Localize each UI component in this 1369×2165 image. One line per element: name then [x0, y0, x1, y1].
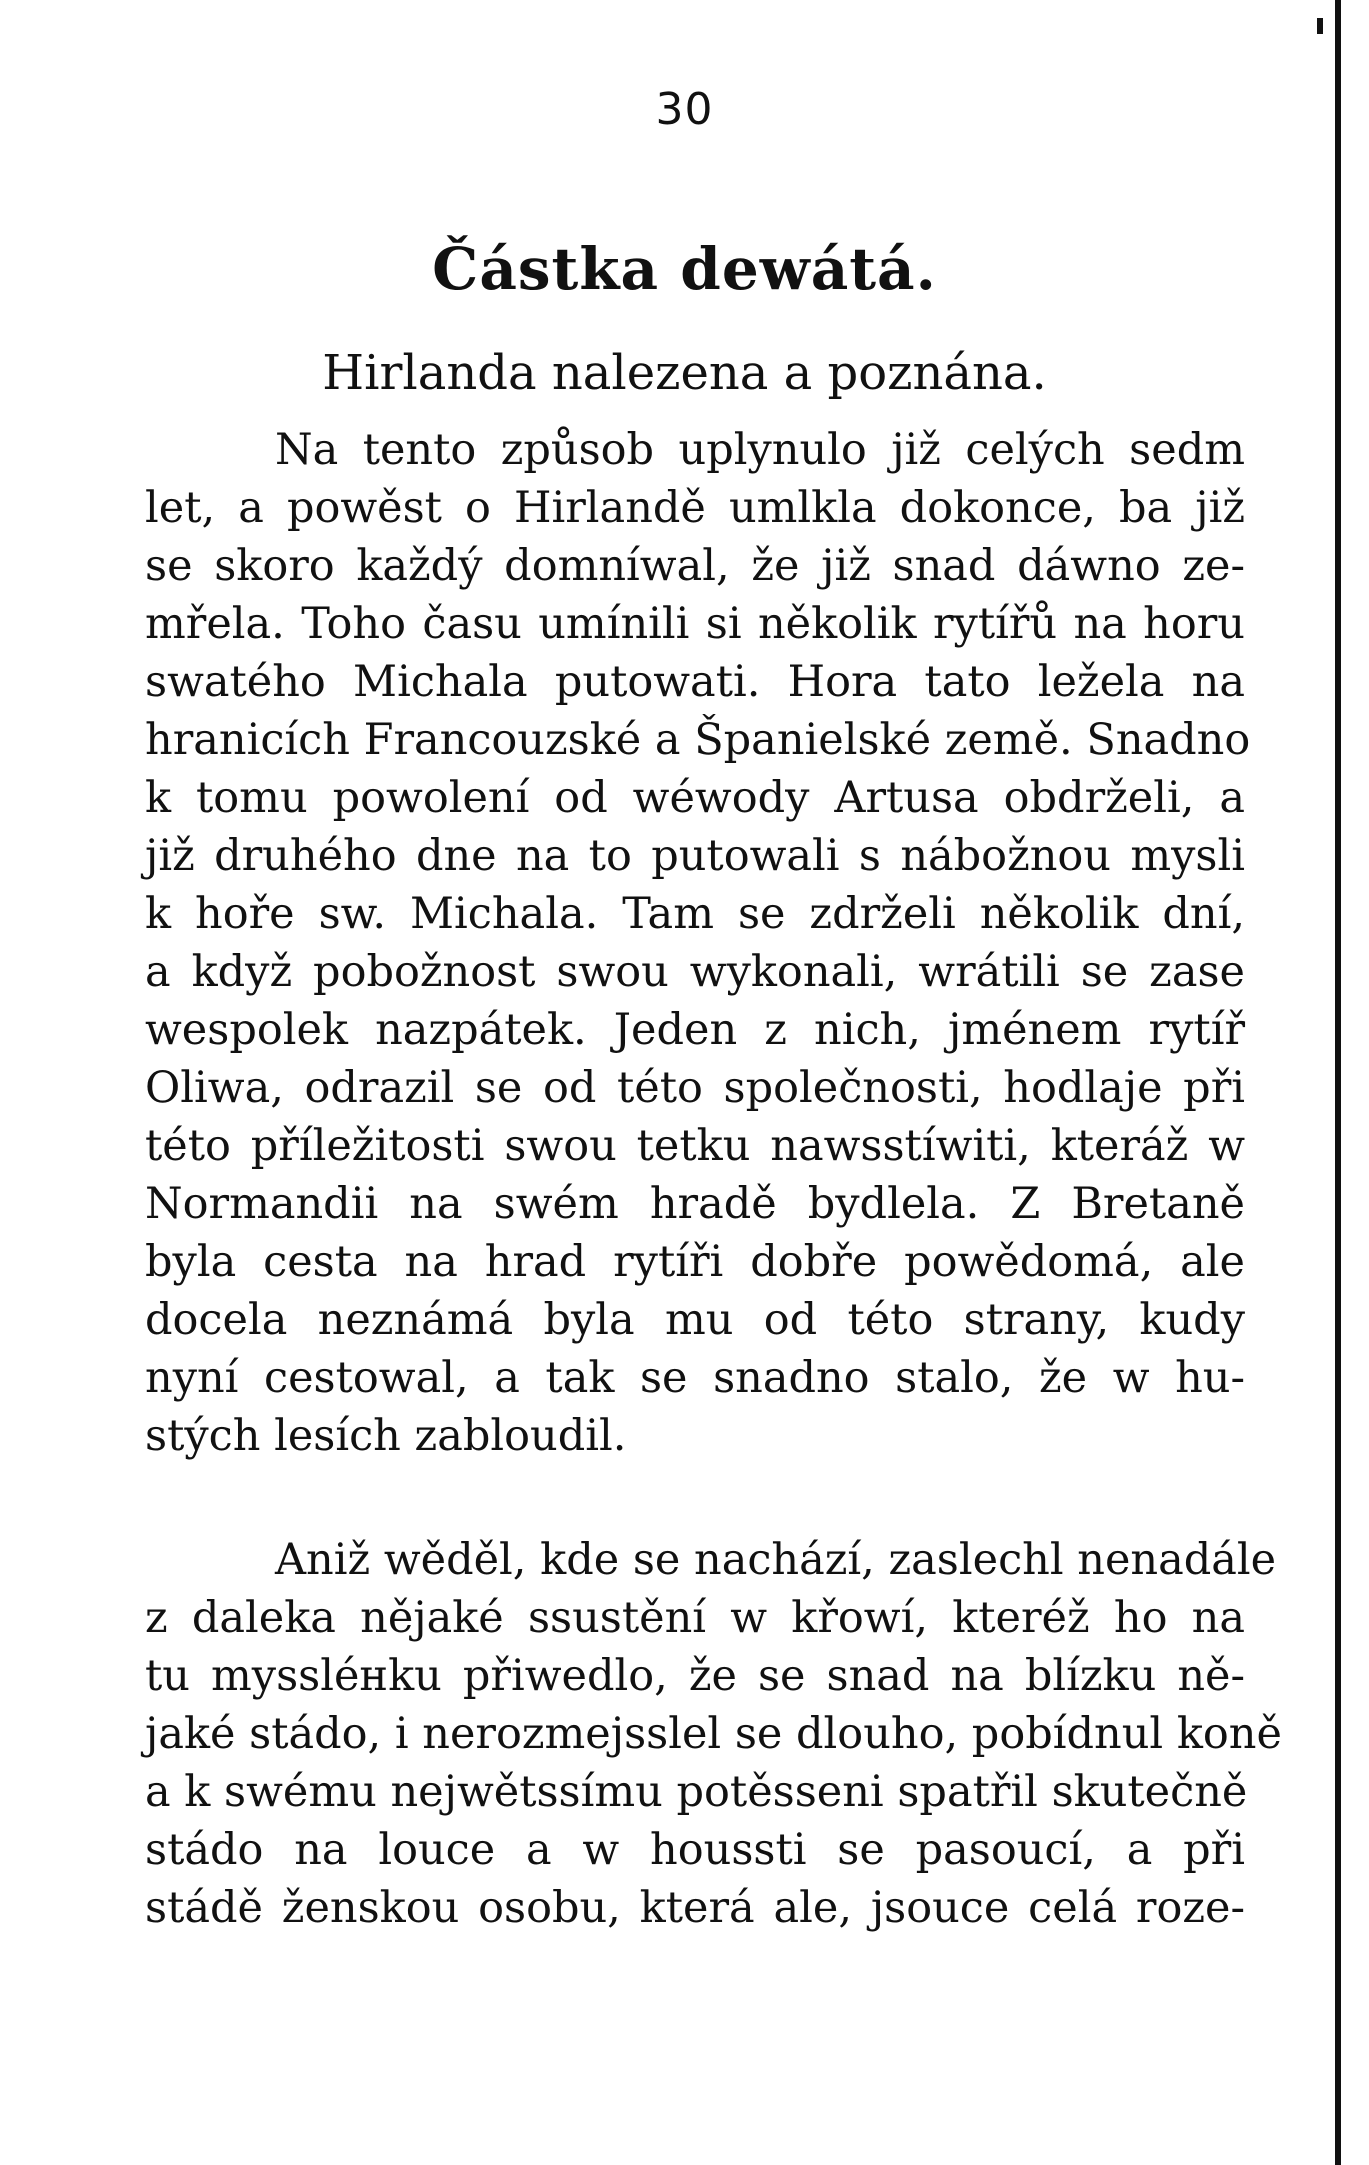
text-line: tu myssléнku přiwedlo, že se snad na blízku ně- [145, 1651, 1245, 1701]
text-line: Oliwa, odrazil se od této společnosti, hodlaje při [145, 1063, 1245, 1113]
text-line: této příležitosti swou tetku nawsstíwiti, kteráž w [145, 1121, 1245, 1171]
text-line: wespolek nazpátek. Jeden z nich, jménem rytíř [145, 1005, 1245, 1055]
text-line: byla cesta na hrad rytíři dobře powědomá, ale [145, 1237, 1245, 1287]
text-line: k tomu powolení od wéwody Artusa obdrželi, a [145, 773, 1245, 823]
text-line: let, a powěst o Hirlandě umlkla dokonce, ba již [145, 483, 1245, 533]
page-number: 30 [655, 84, 714, 135]
text-line: swatého Michala putowati. Hora tato ležela na [145, 657, 1245, 707]
text-line: stádo na louce a w houssti se pasoucí, a při [145, 1825, 1245, 1875]
text-line: a k swému nejwětssímu potěsseni spatřil skutečně [145, 1767, 1248, 1817]
chapter-subtitle: Hirlanda nalezena a poznána. [322, 345, 1047, 401]
text-line: stých lesích zabloudil. [145, 1411, 627, 1461]
chapter-title: Částka dewátá. [432, 235, 937, 303]
page-edge-border [1335, 0, 1369, 2165]
text-line: se skoro každý domníwal, že již snad dáwno ze- [145, 541, 1245, 591]
text-line: nyní cestowal, a tak se snadno stalo, že w hu- [145, 1353, 1245, 1403]
text-line: a když pobožnost swou wykonali, wrátili se zase [145, 947, 1245, 997]
text-line: již druhého dne na to putowali s nábožnou mysli [145, 831, 1245, 881]
text-line: docela neznámá byla mu od této strany, kudy [145, 1295, 1245, 1345]
text-line: mřela. Toho času umínili si několik rytířů na horu [145, 599, 1245, 649]
text-line: z daleka nějaké ssustění w křowí, kteréž ho na [145, 1593, 1245, 1643]
text-line: jaké stádo, i nerozmejsslel se dlouho, pobídnul koně [145, 1709, 1282, 1759]
text-line: k hoře sw. Michala. Tam se zdrželi několik dní, [145, 889, 1245, 939]
text-line: stádě ženskou osobu, která ale, jsouce celá roze- [145, 1883, 1245, 1933]
text-line: Normandii na swém hradě bydlela. Z Bretaně [145, 1179, 1245, 1229]
print-mark [1317, 18, 1323, 34]
text-line: Na tento způsob uplynulo již celých sedm [275, 425, 1245, 475]
text-line: hranicích Francouzské a Španielské země. Snadno [145, 715, 1251, 765]
text-line: Aniž wěděl, kde se nachází, zaslechl nenadále [275, 1535, 1277, 1585]
